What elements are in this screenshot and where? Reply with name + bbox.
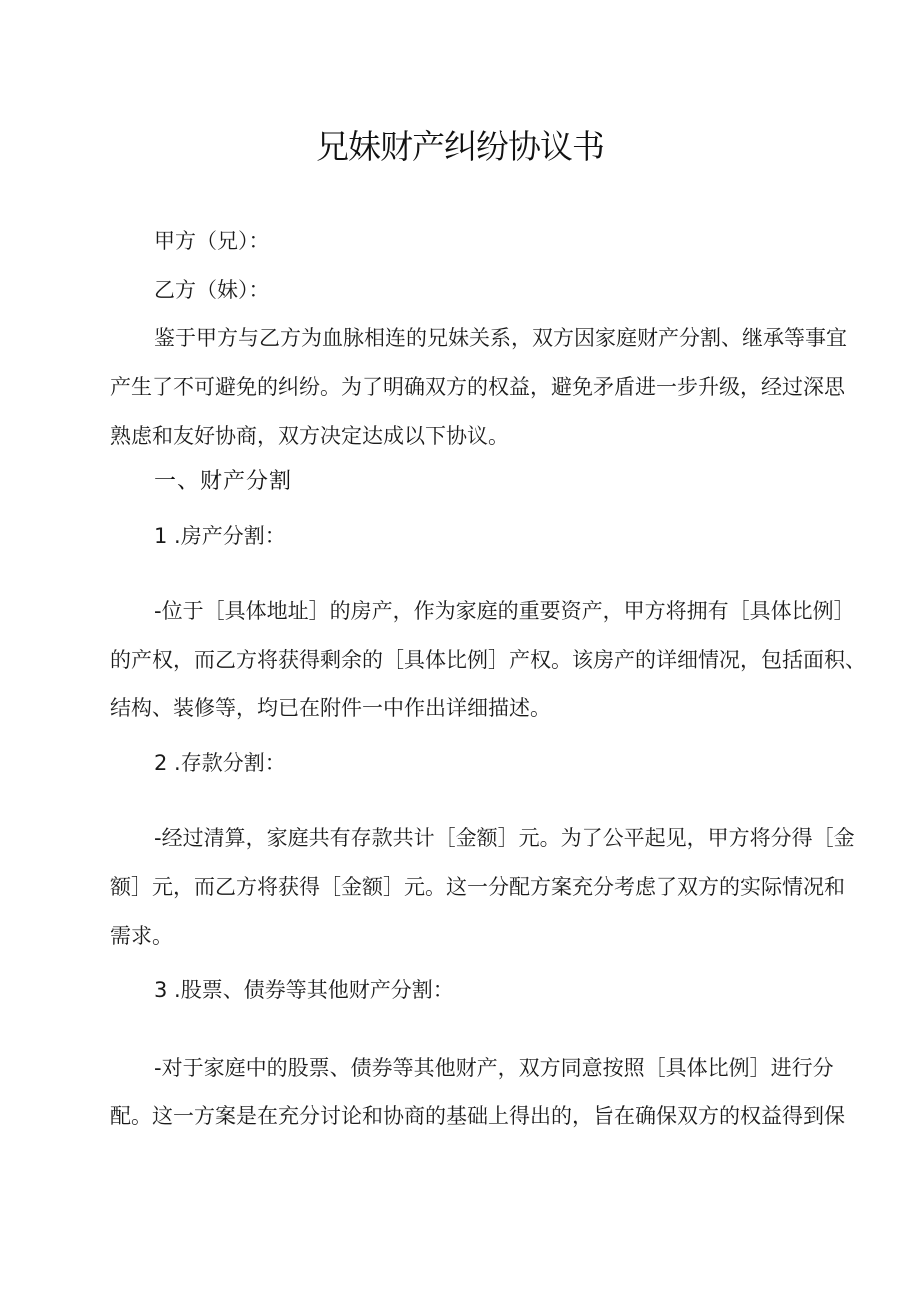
item-1-line-2: 的产权，而乙方将获得剩余的［具体比例］产权。该房产的详细情况，包括面积、 — [110, 648, 866, 672]
intro-line-2: 产生了不可避免的纠纷。为了明确双方的权益，避免矛盾进一步升级，经过深思 — [110, 375, 845, 399]
section-heading-property-division: 一、财产分割 — [154, 469, 293, 494]
party-a-label: 甲方（兄）： — [154, 229, 270, 253]
item-2-line-3: 需求。 — [110, 924, 173, 948]
item-1-heading: 1 .房产分割： — [154, 524, 286, 548]
item-1-line-1: -位于［具体地址］的房产，作为家庭的重要资产，甲方将拥有［具体比例］ — [154, 599, 855, 623]
intro-line-1: 鉴于甲方与乙方为血脉相连的兄妹关系，双方因家庭财产分割、继承等事宜 — [154, 326, 847, 350]
intro-line-3: 熟虑和友好协商，双方决定达成以下协议。 — [110, 424, 509, 448]
item-1-line-3: 结构、装修等，均已在附件一中作出详细描述。 — [110, 696, 551, 720]
item-3-line-1: -对于家庭中的股票、债券等其他财产，双方同意按照［具体比例］进行分 — [154, 1056, 834, 1080]
item-2-heading: 2 .存款分割： — [154, 751, 286, 775]
item-3-heading: 3 .股票、债券等其他财产分割： — [154, 978, 454, 1002]
item-2-line-1: -经过清算，家庭共有存款共计［金额］元。为了公平起见，甲方将分得［金 — [154, 826, 855, 850]
item-2-line-2: 额］元，而乙方将获得［金额］元。这一分配方案充分考虑了双方的实际情况和 — [110, 875, 845, 899]
document-title: 兄妹财产纠纷协议书 — [316, 127, 604, 166]
item-3-line-2: 配。这一方案是在充分讨论和协商的基础上得出的，旨在确保双方的权益得到保 — [110, 1104, 845, 1128]
party-b-label: 乙方（妹）： — [154, 278, 270, 302]
